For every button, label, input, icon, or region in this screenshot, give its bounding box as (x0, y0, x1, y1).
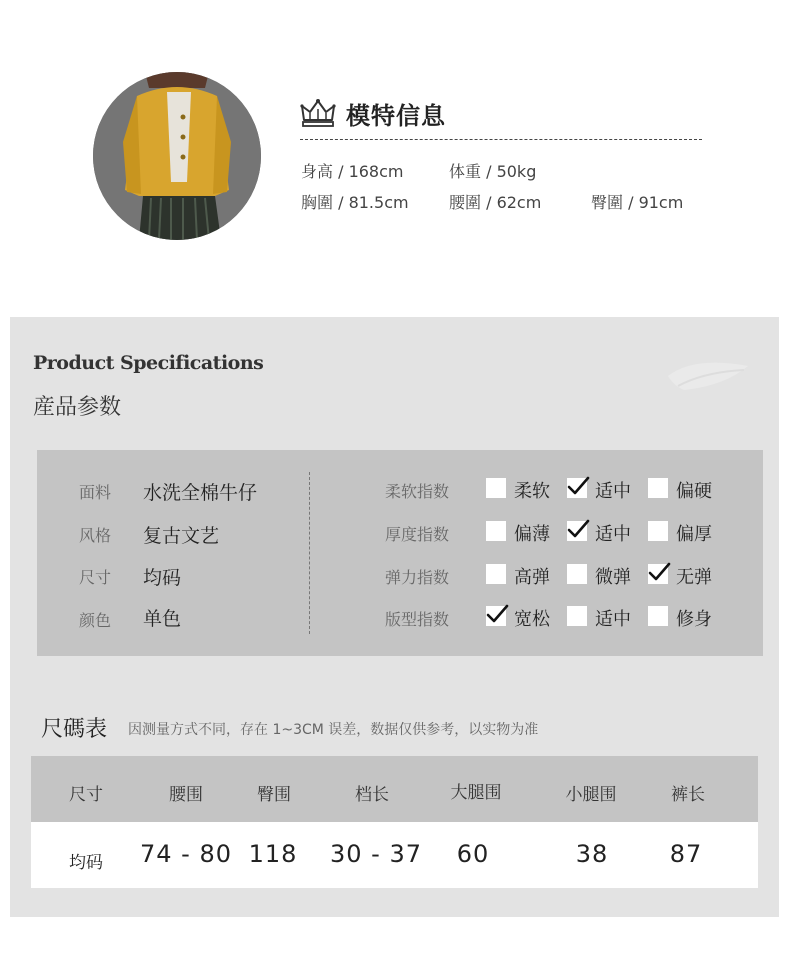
size-cell-calf: 38 (575, 840, 609, 868)
attr-value-color: 单色 (143, 608, 182, 630)
index-option-label: 偏薄 (514, 524, 550, 545)
index-option-checkbox[interactable] (567, 606, 587, 626)
index-label: 厚度指数 (385, 525, 450, 544)
checkmark-icon (566, 517, 590, 541)
checkmark-icon (647, 560, 671, 584)
attr-label-size: 尺寸 (79, 568, 112, 587)
index-option-label: 宽松 (514, 609, 550, 630)
size-cell-size: 均码 (69, 853, 103, 873)
model-info-title: 模特信息 (346, 101, 446, 130)
index-option-checkbox[interactable] (486, 606, 506, 626)
index-label: 版型指数 (385, 610, 450, 629)
size-chart-note: 因测量方式不同，存在 1~3CM 误差，数据仅供参考，以实物为准 (128, 722, 539, 738)
index-option-checkbox[interactable] (567, 478, 587, 498)
index-option-checkbox[interactable] (486, 521, 506, 541)
size-header-hip: 臀围 (257, 785, 291, 805)
model-height: 身高 / 168cm (301, 162, 404, 181)
model-hip: 臀圍 / 91cm (591, 193, 684, 212)
size-chart-header (31, 756, 758, 822)
model-weight: 体重 / 50kg (449, 162, 537, 181)
index-option-label: 偏厚 (676, 524, 712, 545)
checkmark-icon (485, 602, 509, 626)
size-header-length: 裤长 (671, 785, 705, 805)
attr-label-style: 风格 (79, 526, 112, 545)
size-chart-title: 尺碼表 (41, 717, 108, 742)
size-cell-rise: 30 - 37 (330, 840, 422, 868)
attr-label-fabric: 面料 (79, 483, 112, 502)
size-header-size: 尺寸 (69, 785, 103, 805)
size-cell-hip: 118 (248, 840, 298, 868)
index-option-label: 适中 (595, 524, 631, 545)
size-header-calf: 小腿围 (565, 785, 617, 805)
size-header-rise: 档长 (355, 785, 389, 805)
size-header-waist: 腰围 (169, 785, 203, 805)
checkmark-icon (566, 474, 590, 498)
index-option-label: 适中 (595, 609, 631, 630)
index-label: 弹力指数 (385, 568, 450, 587)
model-info-divider (300, 139, 702, 140)
index-option-label: 修身 (676, 609, 712, 630)
index-option-label: 微弹 (595, 567, 631, 588)
attr-label-color: 颜色 (79, 611, 112, 630)
index-option-checkbox[interactable] (486, 564, 506, 584)
leaf-watermark-icon (664, 346, 750, 406)
size-cell-length: 87 (669, 840, 703, 868)
specs-title-en: Product Specifications (33, 352, 264, 374)
index-option-label: 无弹 (676, 567, 712, 588)
index-option-checkbox[interactable] (648, 564, 668, 584)
index-option-checkbox[interactable] (567, 521, 587, 541)
attributes-divider (309, 472, 310, 634)
attr-value-style: 复古文艺 (143, 525, 220, 547)
model-photo (93, 72, 261, 240)
index-label: 柔软指数 (385, 482, 450, 501)
size-cell-waist: 74 - 80 (140, 840, 232, 868)
index-option-label: 高弹 (514, 567, 550, 588)
crown-icon (300, 98, 336, 128)
attr-value-fabric: 水洗全棉牛仔 (143, 482, 258, 504)
model-info-heading (300, 96, 446, 130)
index-option-checkbox[interactable] (648, 606, 668, 626)
index-option-checkbox[interactable] (648, 521, 668, 541)
model-bust: 胸圍 / 81.5cm (301, 193, 409, 212)
size-cell-thigh: 60 (456, 840, 490, 868)
index-option-label: 柔软 (514, 481, 550, 502)
model-waist: 腰圍 / 62cm (449, 193, 542, 212)
index-option-label: 偏硬 (676, 481, 712, 502)
index-option-label: 适中 (595, 481, 631, 502)
specs-title-zh: 産品参数 (33, 395, 122, 420)
index-option-checkbox[interactable] (648, 478, 668, 498)
size-header-thigh: 大腿围 (450, 783, 502, 803)
attr-value-size: 均码 (143, 567, 182, 589)
index-option-checkbox[interactable] (567, 564, 587, 584)
index-option-checkbox[interactable] (486, 478, 506, 498)
